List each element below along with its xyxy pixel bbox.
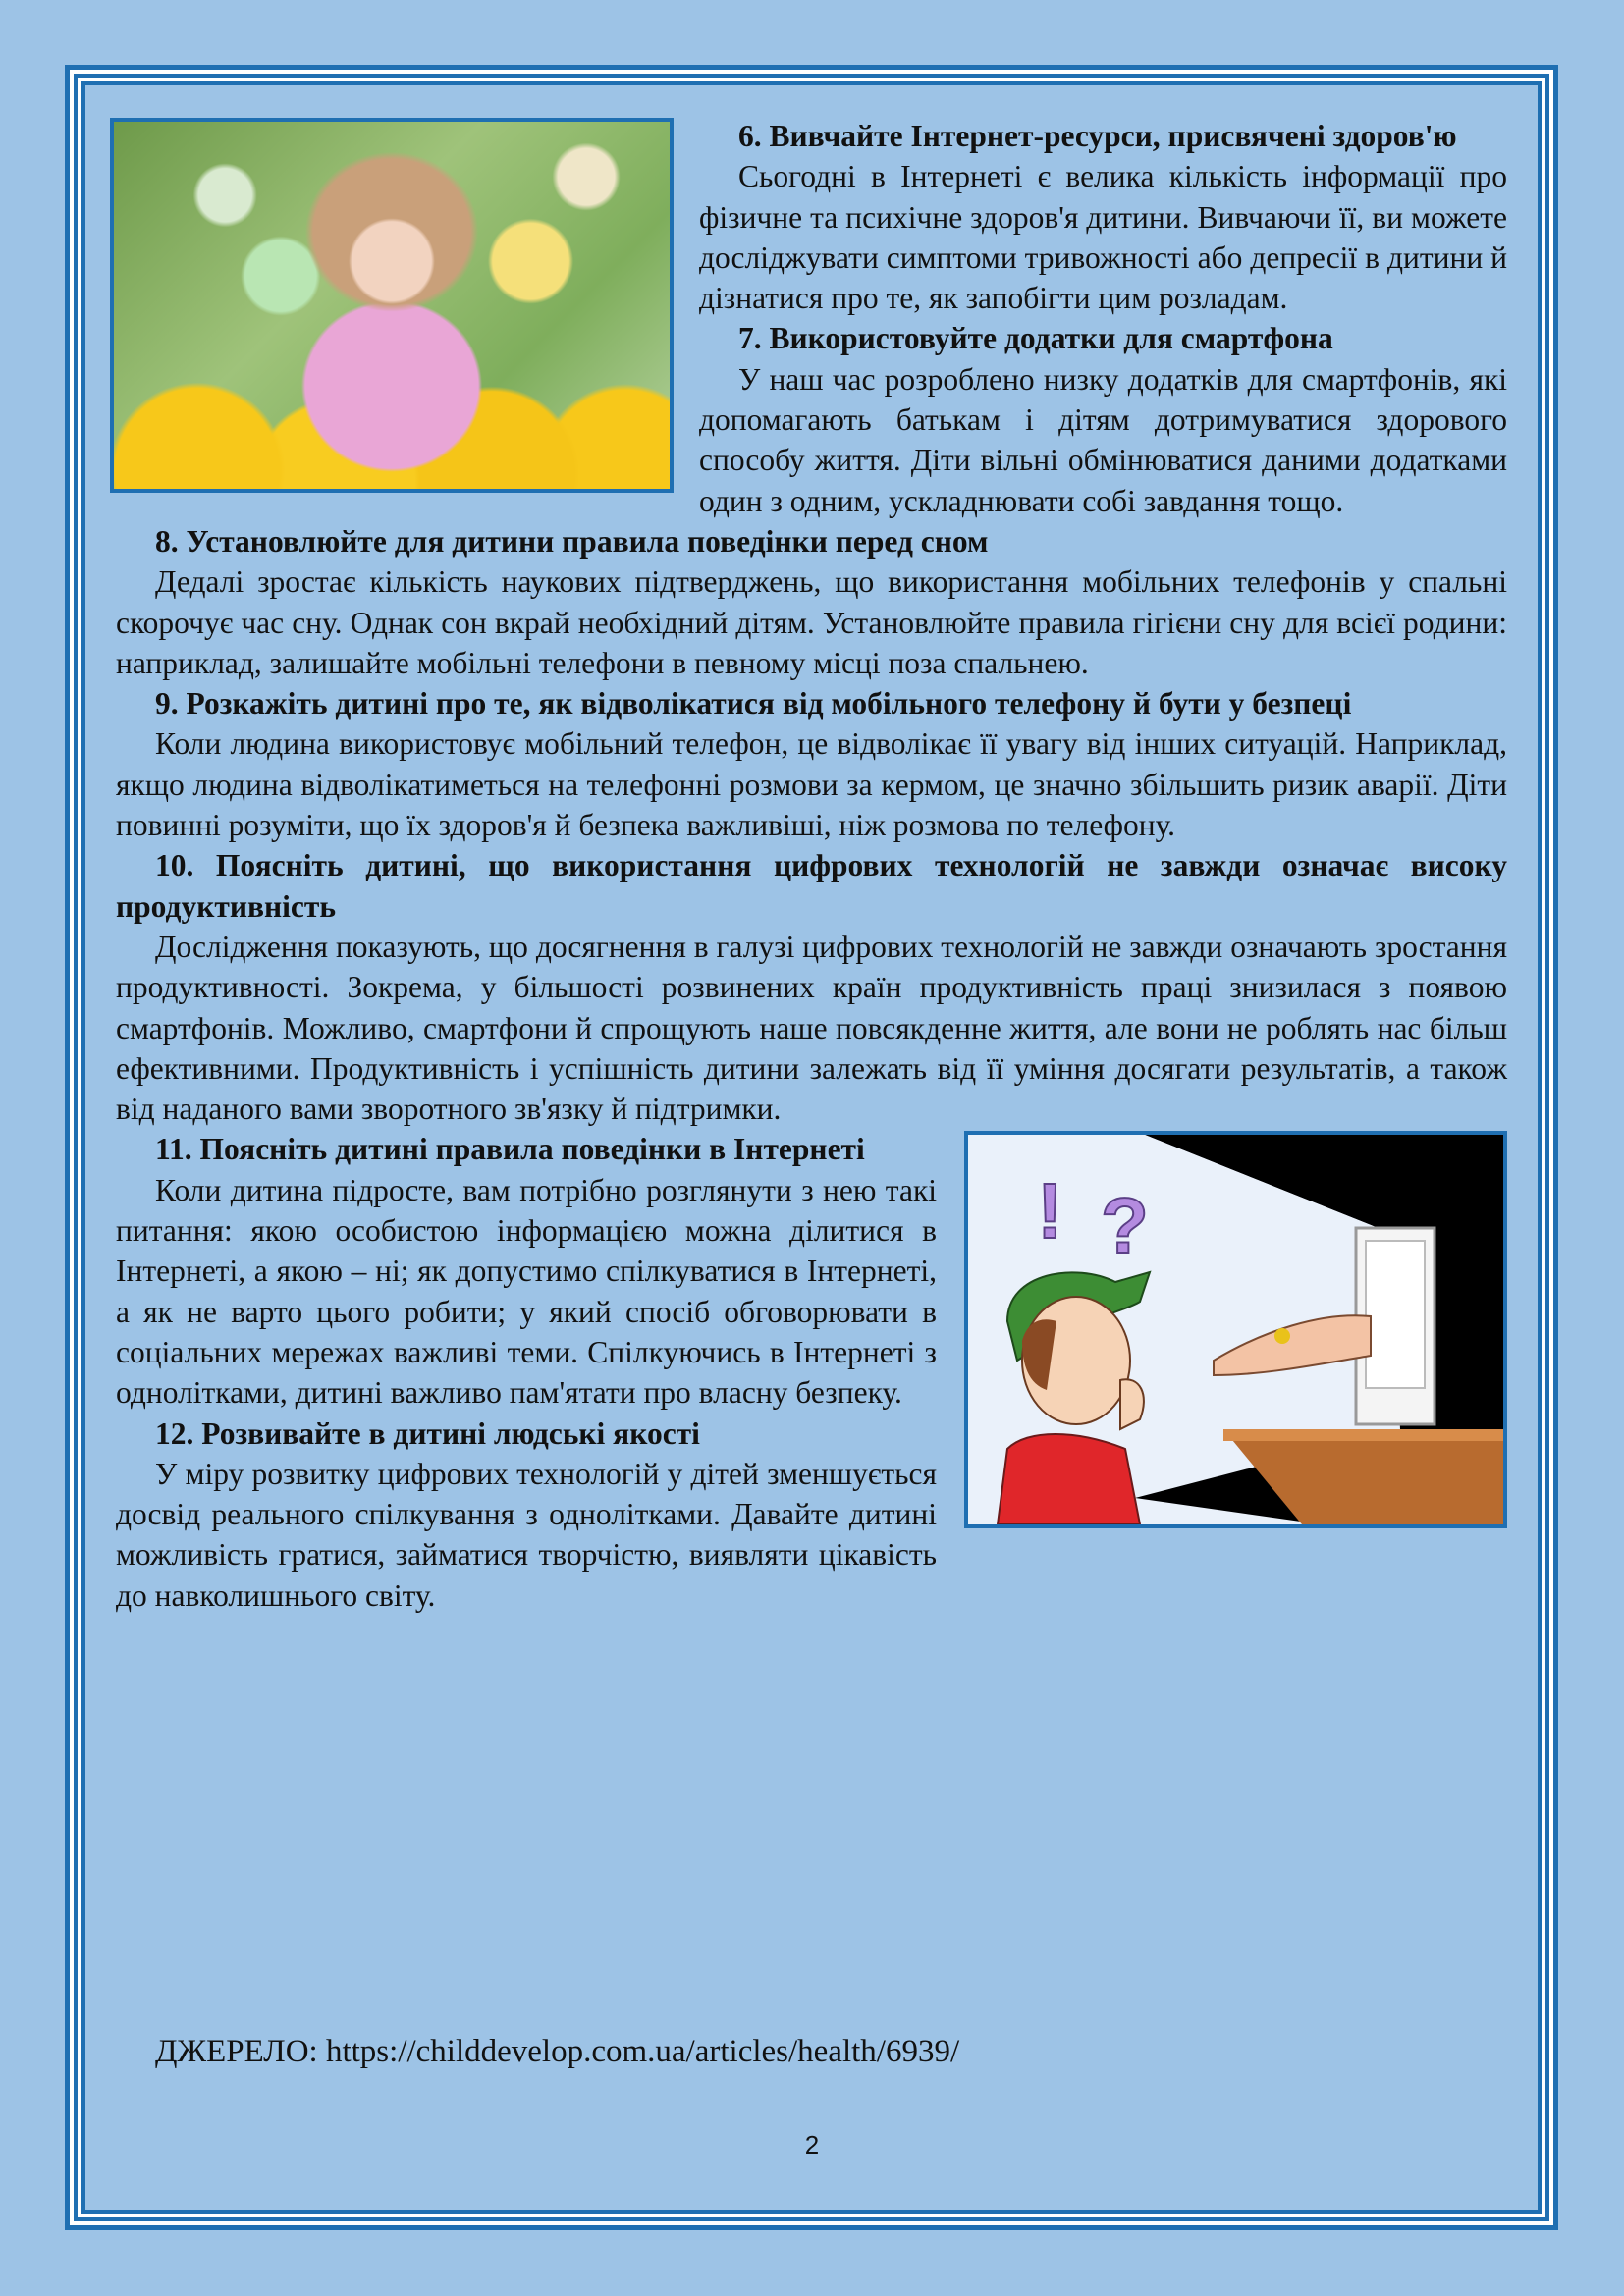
section-9-body: Коли людина використовує мобільний телефон, це відволікає її увагу від інших ситуацій. Наприклад, якщо людина відволікатиметься на телефонні розмови за кермом, це значно збільшить ризик аварії. Діти повинні розуміти, що їх здоров'я й безпека важливіші, ніж розмова по телефону. <box>116 726 1507 843</box>
section-7-heading: 7. Використовуйте додатки для смартфона <box>738 321 1333 356</box>
child-sunflowers-image <box>110 118 674 493</box>
child-painted-hands-photo <box>114 122 670 489</box>
page-number: 2 <box>804 2130 820 2160</box>
section-11-heading: 11. Поясніть дитині правила поведінки в Інтернеті <box>155 1132 865 1167</box>
cartoon-illustration <box>968 1135 1503 1524</box>
section-6-body: Сьогодні в Інтернеті є велика кількість інформації про фізичне та психічне здоров'я дитини. Вивчаючи її, ви можете досліджувати симптоми тривожності або депресії в дитини й дізнатися про те, як запобігти цим розладам. <box>699 159 1507 316</box>
section-11-body: Коли дитина підросте, вам потрібно розглянути з нею такі питання: якою особистою інформацією можна ділитися в Інтернеті, а якою – ні; як допустимо спілкуватися в Інтернеті, а як не варто цього робити; у який спосіб обговорювати в соціальних мережах важливі теми. Спілкуючись в Інтернеті з однолітками, дитині важливо пам'ятати про власну безпеку. <box>116 1172 937 1411</box>
boy-computer-cartoon-icon <box>968 1135 1503 1524</box>
section-10-heading: 10. Поясніть дитині, що використання цифрових технологій не завжди означає високу продуктивність <box>116 848 1507 924</box>
source-label: ДЖЕРЕЛО: <box>155 2034 318 2069</box>
exclamation-icon: ! <box>1037 1167 1063 1255</box>
section-6-heading: 6. Вивчайте Інтернет-ресурси, присвячені здоров'ю <box>738 119 1457 153</box>
source-link[interactable]: https://childdevelop.com.ua/articles/health/6939/ <box>325 2034 960 2069</box>
section-12-body: У міру розвитку цифрових технологій у дітей зменшується досвід реального спілкування з однолітками. Давайте дитині можливість гратися, займатися творчістю, виявляти цікавість до навколишнього світу. <box>116 1456 937 1613</box>
section-9-heading: 9. Розкажіть дитині про те, як відволікатися від мобільного телефону й бути у безпеці <box>155 686 1352 721</box>
question-icon: ? <box>1101 1182 1149 1270</box>
section-8-body: Дедалі зростає кількість наукових підтверджень, що використання мобільних телефонів у спальні скорочує час сну. Однак сон вкрай необхідний дітям. Установлюйте правила гігієни сну для всієї родини: наприклад, залишайте мобільні телефони в певному місці поза спальнею. <box>116 564 1507 680</box>
source-citation <box>155 2032 959 2071</box>
online-danger-cartoon-image <box>964 1131 1507 1528</box>
article-body <box>116 116 1507 1616</box>
section-7-body: У наш час розроблено низку додатків для смартфонів, які допомагають батькам і дітям дотримуватися здорового способу життя. Діти вільні обмінюватися даними додатками один з одним, ускладнювати собі завдання тощо. <box>699 361 1507 518</box>
section-10-body: Дослідження показують, що досягнення в галузі цифрових технологій не завжди означають зростання продуктивності. Зокрема, у більшості розвинених країн продуктивність праці знизилася з появою смартфонів. Можливо, смартфони й спрощують наше повсякденне життя, але вони не роблять нас більш ефективними. Продуктивність і успішність дитини залежать від її уміння досягати результатів, а також від наданого вами зворотного зв'язку й підтримки. <box>116 929 1507 1127</box>
section-8-heading: 8. Установлюйте для дитини правила поведінки перед сном <box>155 523 989 559</box>
section-12-heading: 12. Розвивайте в дитині людські якості <box>155 1415 700 1451</box>
